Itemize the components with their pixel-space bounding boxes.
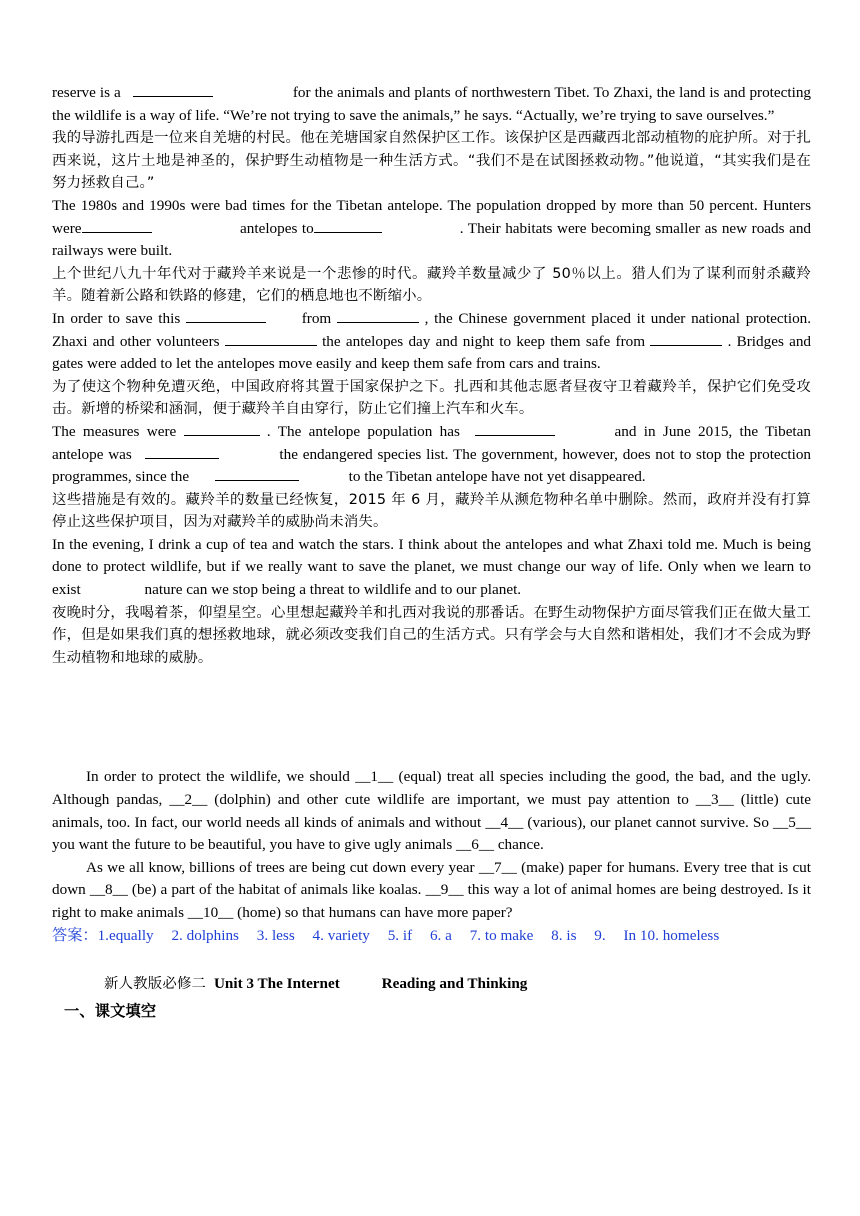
answer-item: 3. less (256, 926, 295, 944)
fill-blank[interactable] (225, 331, 317, 346)
title-prefix: 新人教版必修二 (104, 976, 207, 993)
text: . Their habitats were becoming smaller as new roads and railways were built. (52, 219, 812, 260)
fill-blank[interactable] (215, 466, 299, 481)
fill-blank[interactable] (475, 421, 555, 436)
text: In the evening, I drink a cup of tea and watch the stars. I think about the antelopes and what Zhaxi told me. Much is being done to protect wildlife, but if we really want to save the planet, we must change our way of life. Only when we learn to exist (52, 535, 811, 599)
text: the endangered species list. The government, however, does not to stop the protection programmes, since the (52, 445, 812, 486)
fill-blank[interactable] (650, 331, 722, 346)
exercise-paragraph-2: As we all know, billions of trees are being cut down every year __7__ (make) paper for humans. Every tree that is cut down __8__ (be) a part of the habitat of animals like koalas. __9__ this way a lot of animal homes are being destroyed. Is it right to make animals __10__ (home) so that humans can have more paper? (52, 858, 811, 921)
answer-item: 9. (594, 926, 606, 944)
answer-item: 8. is (551, 926, 577, 944)
text: from (301, 309, 332, 327)
section-heading: 一、课文填空 (64, 1001, 157, 1020)
text: . The antelope population has (266, 422, 460, 440)
answer-item: In 10. homeless (623, 926, 720, 944)
text: The 1980s and 1990s were bad times for the Tibetan antelope. The population dropped by more than 50 percent. Hunters were (52, 196, 811, 237)
chinese-translation-2: 上个世纪八九十年代对于藏羚羊来说是一个悲惨的时代。藏羚羊数量减少了 50％以上。猎人们为了谋利而射杀藏羚羊。随着新公路和铁路的修建，它们的栖息地也不断缩小。 (52, 265, 811, 305)
text: antelopes to (240, 219, 314, 237)
title-section: Reading and Thinking (381, 975, 528, 993)
text: the antelopes day and night to keep them safe from (322, 332, 646, 350)
passage-paragraph-4 (52, 421, 811, 489)
answer-key (52, 925, 811, 948)
exercise-paragraph-1: In order to protect the wildlife, we should __1__ (equal) treat all species including the good, the bad, and the ugly. Although pandas, __2__ (dolphin) and other cute wildlife are important, we must pay attention to __3__ (little) cute animals, too. In fact, our world needs all kinds of animals and without __4__ (various), our planet cannot survive. So __5__ you want the future to be beautiful, you have to give ugly animals __6__ chance. (52, 768, 811, 854)
text: , the Chinese government placed it under national protection. Zhaxi and other volunteers (52, 309, 812, 350)
fill-blank[interactable] (82, 218, 152, 233)
fill-blank[interactable] (186, 308, 266, 323)
answer-item: 5. if (387, 926, 413, 944)
answer-item: 6. a (429, 926, 452, 944)
title-unit: Unit 3 The Internet (213, 975, 340, 993)
passage-paragraph-5 (52, 534, 811, 602)
passage-paragraph-2 (52, 195, 811, 263)
fill-blank[interactable] (337, 308, 419, 323)
text: reserve is a (52, 84, 121, 101)
answer-item: 2. dolphins (171, 926, 239, 944)
fill-blank[interactable] (314, 218, 382, 233)
text: . Bridges and gates were added to let the antelopes move easily and keep them safe from cars and trains. (52, 332, 812, 373)
passage-paragraph-3 (52, 308, 811, 376)
chinese-translation-3: 为了使这个物种免遭灭绝，中国政府将其置于国家保护之下。扎西和其他志愿者昼夜守卫着藏羚羊，保护它们免受攻击。新增的桥梁和涵洞，便于藏羚羊自由穿行，防止它们撞上汽车和火车。 (52, 378, 811, 418)
chinese-translation-1: 我的导游扎西是一位来自羌塘的村民。他在羌塘国家自然保护区工作。该保护区是西藏西北部动植物的庇护所。对于扎西来说，这片土地是神圣的，保护野生动植物是一种生活方式。“我们不是在试图拯救动物。”他说道，“其实我们是在努力拯救自己。” (52, 130, 811, 192)
fill-blank[interactable] (145, 444, 219, 459)
passage-paragraph-1 (52, 82, 811, 127)
answer-label: 答案： (52, 926, 98, 944)
answer-item: 7. to make (469, 926, 534, 944)
text: for the animals and plants of northwestern Tibet. To Zhaxi, the land is and protecting the wildlife is a way of life. “We’re not trying to save the animals,” he says. “Actually, we’re trying to save ourselves.” (52, 84, 812, 124)
chinese-translation-4: 这些措施是有效的。藏羚羊的数量已经恢复，2015 年 6 月，藏羚羊从濒危物种名单中删除。然而，政府并没有打算停止这些保护项目，因为对藏羚羊的威胁尚未消失。 (52, 491, 811, 531)
fill-blank[interactable] (133, 82, 213, 97)
text: In order to save this (52, 309, 181, 327)
fill-blank[interactable] (184, 421, 260, 436)
answer-item: 4. variety (312, 926, 370, 944)
text: to the Tibetan antelope have not yet disappeared. (348, 468, 646, 486)
text: nature can we stop being a threat to wildlife and to our planet. (144, 581, 522, 599)
text: and in June 2015, the Tibetan antelope was (52, 422, 811, 463)
answer-item: 1.equally (97, 926, 154, 944)
text: The measures were (52, 422, 177, 440)
document-page (52, 82, 811, 1022)
chinese-translation-5: 夜晚时分，我喝着茶，仰望星空。心里想起藏羚羊和扎西对我说的那番话。在野生动物保护方面尽管我们正在做大量工作，但是如果我们真的想拯救地球，就必须改变我们自己的生活方式。只有学会与大自然和谐相处，我们才不会成为野生动植物和地球的威胁。 (52, 604, 811, 666)
section-title (52, 973, 811, 996)
